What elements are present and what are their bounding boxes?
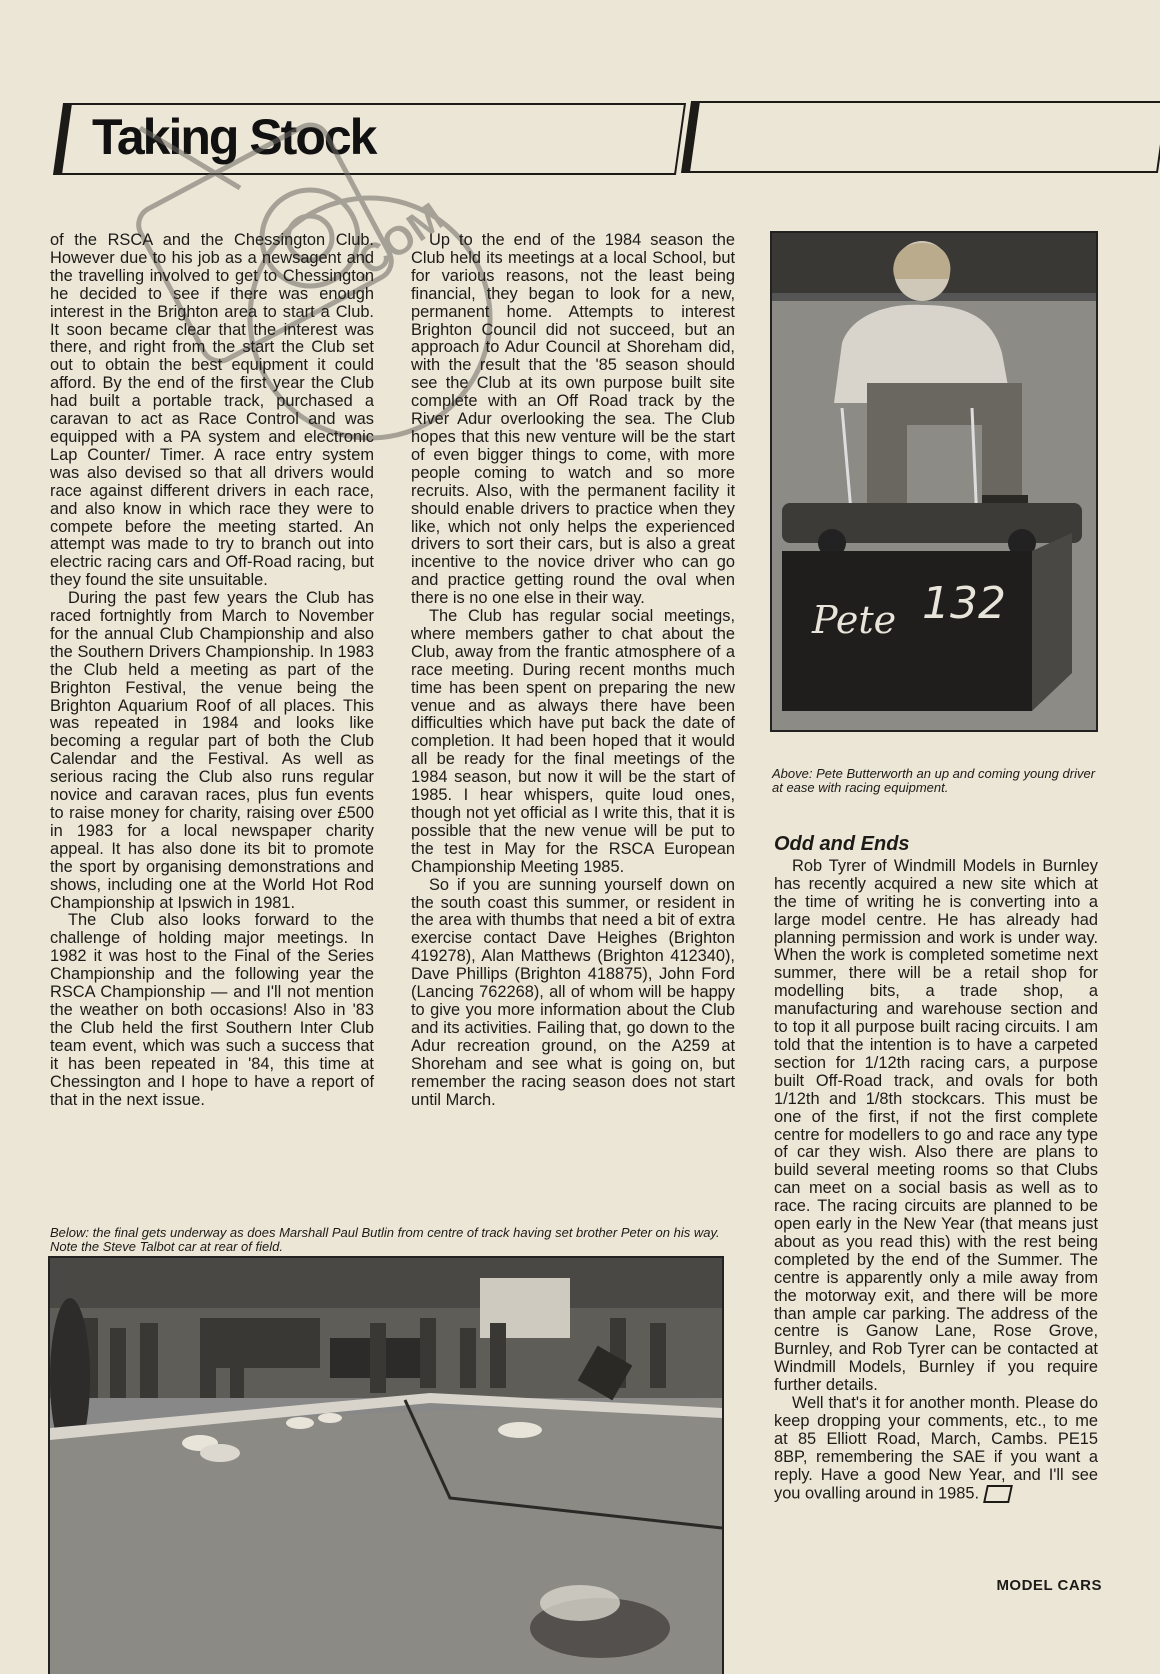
col3-paragraph-2	[774, 1395, 1098, 1503]
box-name-label: Pete	[812, 598, 897, 642]
section-heading-odd-and-ends: Odd and Ends	[774, 833, 910, 855]
end-of-article-icon	[983, 1485, 1013, 1503]
header-bar-right	[681, 101, 1160, 173]
article-column-3	[774, 833, 1098, 1503]
magazine-footer: MODEL CARS	[996, 1577, 1102, 1594]
top-photo-caption: Above: Pete Butterworth an up and coming young driver at ease with racing equipment.	[772, 766, 1096, 795]
col1-paragraph-1: of the RSCA and the Chessington Club. However due to his job as a newsagent and the travelling involved to get to Chessington he decided to see if there was enough interest in the Brighton area to start a Club. It soon became clear that the interest was there, and right from the start the Club set out to obtain the best equipment it could afford. By the end of the first year the Club had built a portable track, purchased a caravan to act as Race Control and was equipped with a PA system and electronic Lap Counter/ Timer. A race entry system was also devised so that all drivers would race against different drivers in each race, and also know in which race they were to compete before the meeting started. An attempt was made to try to branch out into electric racing cars and Off-Road racing, but they found the site unsuitable.	[50, 231, 374, 590]
article-column-2	[411, 232, 735, 1109]
photo-pete-butterworth	[770, 231, 1098, 732]
article-column-1	[50, 232, 374, 1109]
bottom-photo-caption: Below: the final gets underway as does Marshall Paul Butlin from centre of track having set brother Peter on his way. Note the Steve Talbot car at rear of field.	[50, 1225, 720, 1254]
watermark-text: .COM	[341, 194, 452, 291]
col1-paragraph-2: During the past few years the Club has raced fortnightly from March to November for the annual Club Championship and also the Southern Drivers Championship. In 1983 the Club held a meeting as part of the Brighton Festival, the venue being the Brighton Aquarium Roof of all places. This was repeated in 1984 and looks like becoming a regular part of both the Club Calendar and the Festival. As well as serious racing the Club also runs regular novice and caravan races, plus fun events to raise money for charity, raising over £500 in 1983 for a local newspaper charity appeal. It has also done its bit to promote the sport by organising demonstrations and shows, including one at the World Hot Rod Championship at Ipswich in 1981.	[50, 589, 374, 912]
page-title: Taking Stock	[92, 109, 376, 165]
col3-paragraph-2-text: Well that's it for another month. Please do keep dropping your comments, etc., to me at 85 Elliott Road, March, Cambs. PE15 8BP, remembering the SAE if you want a reply. Have a good New Year, and I'll see you ovalling around in 1985.	[774, 1394, 1098, 1502]
col2-paragraph-3: So if you are sunning yourself down on the south coast this summer, or resident in the area with thumbs that need a bit of extra exercise contact Dave Heighes (Brighton 419278), Alan Matthews (Brighton 412340), Dave Phillips (Brighton 418875), John Ford (Lancing 762268), all of whom will be happy to give you more information about the Club and its activities. Failing that, go down to the Adur recreation ground, on the A259 at Shoreham and see what is going on, but remember the racing season does not start until March.	[411, 875, 735, 1109]
col3-paragraph-1: Rob Tyrer of Windmill Models in Burnley has recently acquired a new site which at the time of writing he is converting into a large model centre. He has already had planning permission and work is under way. When the work is completed sometime next summer, there will be a retail shop for modelling bits, a trade shop, a manufacturing and warehouse section and to top it all purpose built racing circuits. I am told that the intention is to have a carpeted section for 1/12th racing cars, a purpose built Off-Road track, and ovals for both 1/12th and 1/8th stockcars. This must be one of the first, if not the first complete centre for modellers to go and race any type of car they wish. Also there are plans to build several meeting rooms so that Clubs can meet on a social basis as well as to race. The racing circuits are planned to be open early in the New Year (that means just about as you read this) with the rest being completed by the end of the Summer. The centre is apparently only a mile away from the motorway exit, and there will be more than ample car parking. The address of the centre is Ganow Lane, Rose Grove, Burnley, and Rob Tyrer can be contacted at Windmill Models, Burnley if you require further details.	[774, 856, 1098, 1395]
col2-paragraph-2: The Club has regular social meetings, where members gather to chat about the Club, away from the frantic atmosphere of a race meeting. During recent months much time has been spent on preparing the new venue and as always there have been difficulties which have put back the date of completion. It had been hoped that it would all be ready for the final meetings of the 1984 season, but now it will be the start of 1985. I hear whispers, quite loud ones, though not yet official as I write this, that it is possible that the new venue will be put to the test in May for the RSCA European Championship Meeting 1985.	[411, 607, 735, 876]
col1-paragraph-3: The Club also looks forward to the challenge of holding major meetings. In 1982 it was host to the Final of the Series Championship and the following year the RSCA Championship — and I'll not mention the weather on both occasions! Also in '83 the Club held the first Southern Inter Club team event, which was such a success that it has been repeated in '84, this time at Chessington and I hope to have a report of that in the next issue.	[50, 911, 374, 1109]
col2-paragraph-1: Up to the end of the 1984 season the Club held its meetings at a local School, but for various reasons, not the least being financial, they began to look for a new, permanent home. Attempts to interest Brighton Council did not succeed, but an approach to Adur Council at Shoreham did, with the result that the '85 season should see the Club at its own purpose built site complete with an Off Road track by the River Adur overlooking the sea. The Club hopes that this new venture will be the start of even bigger things to come, with more people coming to watch and so more recruits. Also, with the permanent facility it should enable drivers to practice when they like, which not only helps the experienced drivers to sort their cars, but is also a great incentive to the novice driver who can go and practice getting round the oval when there is no one else in their way.	[411, 231, 735, 608]
photo-race-track	[48, 1256, 724, 1674]
box-number-label: 132	[922, 578, 1006, 629]
